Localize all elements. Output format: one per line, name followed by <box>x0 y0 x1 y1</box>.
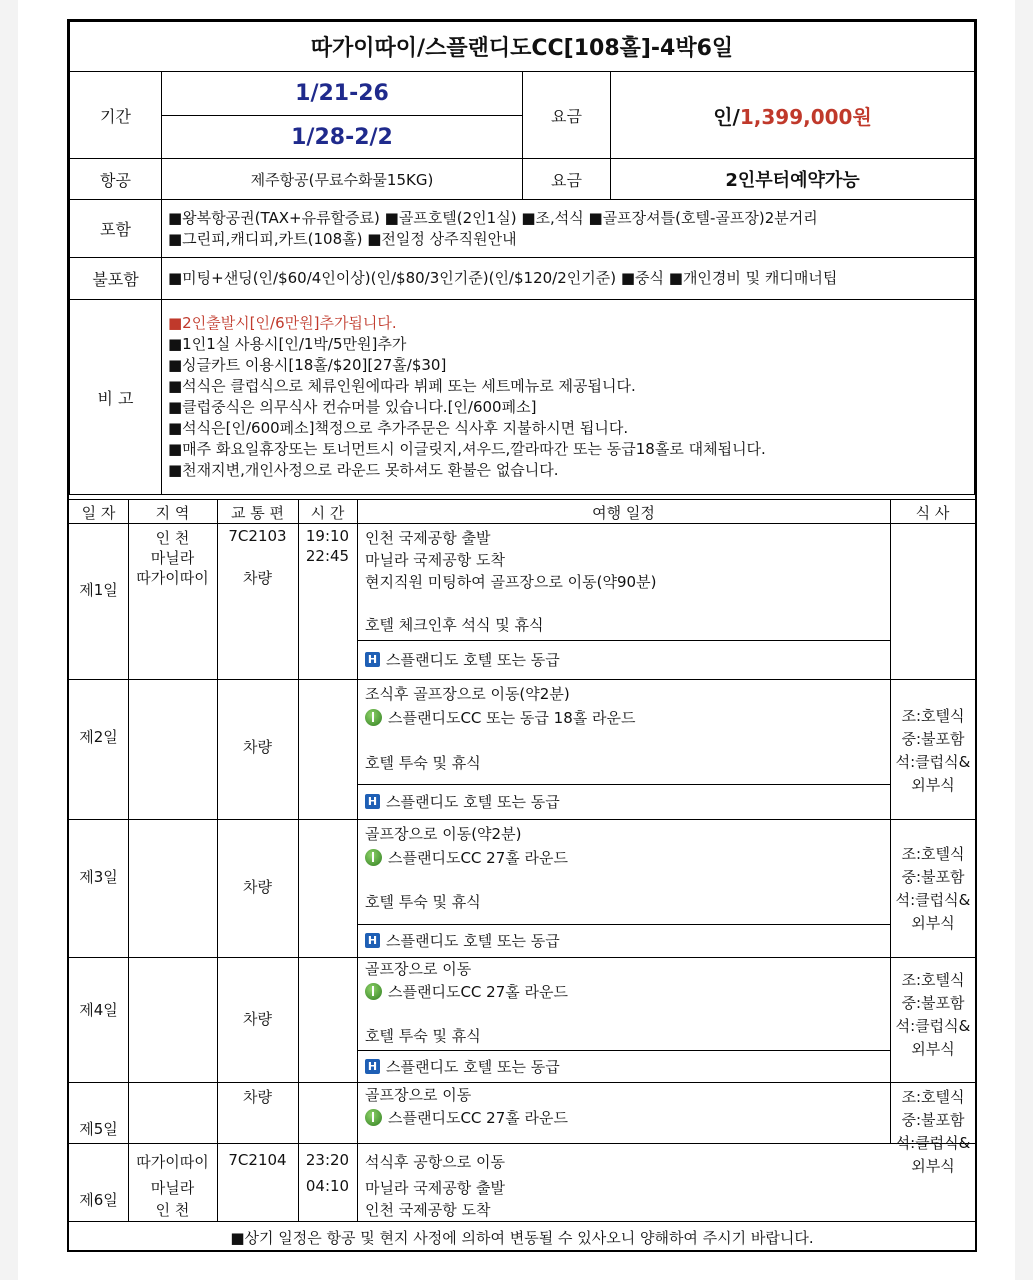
golf-text: 스플랜디도CC 또는 동급 18홀 라운드 <box>388 709 636 727</box>
meal-line-2: 중:불포함 <box>901 730 965 748</box>
golf-icon <box>365 709 382 726</box>
day-5-golf <box>365 1107 568 1128</box>
day-1-schedule-4: 호텔 체크인후 석식 및 휴식 <box>365 616 544 634</box>
meal-line-2: 중:불포함 <box>901 868 965 886</box>
meal-line-4: 외부식 <box>911 776 955 794</box>
day-1-region-1: 인 천 <box>155 529 190 547</box>
footer-note: ■상기 일정은 항공 및 현지 사정에 의하여 변동될 수 있사오니 양해하여 주시기 바랍니다. <box>230 1229 814 1247</box>
booking-note: 2인부터예약가능 <box>610 158 975 200</box>
hotel-text: 스플랜디도 호텔 또는 동급 <box>386 793 560 811</box>
hotel-text: 스플랜디도 호텔 또는 동급 <box>386 1058 560 1076</box>
day-2-label: 제2일 <box>79 728 118 746</box>
day-3-transport: 차량 <box>243 878 272 896</box>
meal-line-4: 외부식 <box>911 1157 955 1175</box>
day-5-time: 23:20 <box>305 1151 350 1169</box>
period-label: 기간 <box>69 71 162 159</box>
header-transport: 교 통 편 <box>230 504 284 522</box>
meal-line-4: 외부식 <box>911 1040 955 1058</box>
day-1-time-1: 19:10 <box>305 527 350 545</box>
meal-line-4: 외부식 <box>911 914 955 932</box>
day-4-transport: 차량 <box>243 1010 272 1028</box>
include-value <box>161 199 975 258</box>
schedule-table <box>69 499 975 1250</box>
meal-line-3: 석:클럽식& <box>895 753 971 771</box>
day-5-meal <box>890 1086 976 1178</box>
remarks-list <box>161 299 975 495</box>
day-1-schedule-3: 현지직원 미팅하여 골프장으로 이동(약90분) <box>365 573 657 591</box>
day-5-schedule-2: 석식후 공항으로 이동 <box>365 1153 505 1171</box>
meal-line-2: 중:불포함 <box>901 994 965 1012</box>
remark-item: ■1인1실 사용시[인/1박/5만원]추가 <box>168 335 407 353</box>
header-region: 지 역 <box>155 504 190 522</box>
day-1-schedule-2: 마닐라 국제공항 도착 <box>365 551 505 569</box>
hotel-icon: H <box>365 933 380 948</box>
document-sheet <box>18 0 1015 1280</box>
air-value: 제주항공(무료수화물15KG) <box>161 158 523 200</box>
day-4-hotel <box>365 1056 560 1077</box>
day-6-label: 제6일 <box>79 1191 118 1209</box>
hotel-icon: H <box>365 794 380 809</box>
air-label: 항공 <box>69 158 162 200</box>
golf-text: 스플랜디도CC 27홀 라운드 <box>388 1109 568 1127</box>
day-4-schedule-1: 골프장으로 이동 <box>365 960 472 978</box>
golf-icon <box>365 983 382 1000</box>
fee-label-1: 요금 <box>522 71 611 159</box>
day-2-hotel <box>365 791 560 812</box>
day-4-label: 제4일 <box>79 1001 118 1019</box>
header-date: 일 자 <box>81 504 116 522</box>
day-1-region-3: 따가이따이 <box>136 569 209 587</box>
day-2-transport: 차량 <box>243 738 272 756</box>
remark-item: ■천재지변,개인사정으로 라운드 못하셔도 환불은 없습니다. <box>168 461 559 479</box>
day-4-meal <box>890 969 976 1061</box>
golf-icon <box>365 849 382 866</box>
day-6-region-1: 마닐라 <box>150 1179 195 1197</box>
day-5-schedule-1: 골프장으로 이동 <box>365 1086 472 1104</box>
remark-item: ■석식은 클럽식으로 체류인원에따라 뷔페 또는 세트메뉴로 제공됩니다. <box>168 377 636 395</box>
header-itinerary: 여행 일정 <box>592 504 655 522</box>
meal-line-1: 조:호텔식 <box>901 1088 965 1106</box>
day-2-golf <box>365 707 635 728</box>
day-4-golf <box>365 981 568 1002</box>
day-1-hotel <box>365 649 560 670</box>
header-time: 시 간 <box>310 504 345 522</box>
hotel-text: 스플랜디도 호텔 또는 동급 <box>386 651 560 669</box>
day-6-time: 04:10 <box>305 1177 350 1195</box>
remark-item: ■클럽중식은 의무식사 컨슈머블 있습니다.[인/600페소] <box>168 398 537 416</box>
day-3-label: 제3일 <box>79 868 118 886</box>
day-1-time-2: 22:45 <box>305 547 350 565</box>
golf-text: 스플랜디도CC 27홀 라운드 <box>388 849 568 867</box>
day-1-flight: 7C2103 <box>228 527 287 545</box>
day-2-schedule-1: 조식후 골프장으로 이동(약2분) <box>365 685 570 703</box>
price-value: 1,399,000원 <box>739 104 872 129</box>
day-2-schedule-2: 호텔 투숙 및 휴식 <box>365 754 481 772</box>
include-label: 포함 <box>69 199 162 258</box>
period-value-1: 1/21-26 <box>161 71 523 116</box>
meal-line-3: 석:클럽식& <box>895 1134 971 1152</box>
meal-line-1: 조:호텔식 <box>901 845 965 863</box>
period-value-2: 1/28-2/2 <box>161 115 523 159</box>
include-line-2: ■그린피,캐디피,카트(108홀) ■전일정 상주직원안내 <box>168 229 517 248</box>
remark-item: ■매주 화요일휴장또는 토너먼트시 이글릿지,셔우드,깔라따간 또는 동급18홀로 대체됩니다. <box>168 440 766 458</box>
exclude-text: ■미팅+샌딩(인/$60/4인이상)(인/$80/3인기준)(인/$120/2인기준) ■중식 ■개인경비 및 캐디매너팁 <box>168 269 838 287</box>
hotel-icon: H <box>365 652 380 667</box>
day-3-hotel <box>365 930 560 951</box>
page-title: 따가이따이/스플랜디도CC[108홀]-4박6일 <box>69 21 975 72</box>
golf-text: 스플랜디도CC 27홀 라운드 <box>388 983 568 1001</box>
meal-line-3: 석:클럽식& <box>895 891 971 909</box>
price <box>610 71 975 159</box>
meal-line-2: 중:불포함 <box>901 1111 965 1129</box>
day-3-golf <box>365 847 568 868</box>
remarks-label: 비 고 <box>69 299 162 495</box>
header-meal: 식 사 <box>915 504 950 522</box>
exclude-value <box>161 257 975 300</box>
day-5-region: 따가이따이 <box>136 1153 209 1171</box>
day-1-schedule-1: 인천 국제공항 출발 <box>365 529 491 547</box>
day-5-flight: 7C2104 <box>228 1151 287 1169</box>
include-line-1: ■왕복항공권(TAX+유류할증료) ■골프호텔(2인1실) ■조,석식 ■골프장셔틀(호텔-골프장)2분거리 <box>168 208 818 227</box>
day-6-schedule-2: 인천 국제공항 도착 <box>365 1201 491 1219</box>
remark-item: ■석식은[인/600페소]책정으로 추가주문은 식사후 지불하시면 됩니다. <box>168 419 629 437</box>
day-1-label: 제1일 <box>79 581 118 599</box>
remark-item: ■싱글카트 이용시[18홀/$20][27홀/$30] <box>168 356 447 374</box>
day-5-transport: 차량 <box>243 1088 272 1106</box>
day-5-label: 제5일 <box>79 1120 118 1138</box>
day-3-schedule-1: 골프장으로 이동(약2분) <box>365 825 522 843</box>
hotel-icon: H <box>365 1059 380 1074</box>
day-3-schedule-2: 호텔 투숙 및 휴식 <box>365 893 481 911</box>
meal-line-1: 조:호텔식 <box>901 707 965 725</box>
day-2-meal <box>890 705 976 797</box>
golf-icon <box>365 1109 382 1126</box>
price-prefix: 인/ <box>713 104 740 129</box>
remark-item: ■2인출발시[인/6만원]추가됩니다. <box>168 314 397 332</box>
day-6-schedule-1: 마닐라 국제공항 출발 <box>365 1179 505 1197</box>
exclude-label: 불포함 <box>69 257 162 300</box>
hotel-text: 스플랜디도 호텔 또는 동급 <box>386 932 560 950</box>
day-1-region-2: 마닐라 <box>150 549 195 567</box>
day-4-schedule-2: 호텔 투숙 및 휴식 <box>365 1027 481 1045</box>
day-1-transport: 차량 <box>243 569 272 587</box>
meal-line-3: 석:클럽식& <box>895 1017 971 1035</box>
day-6-region-2: 인 천 <box>155 1201 190 1219</box>
itinerary-table <box>67 19 977 1252</box>
day-3-meal <box>890 843 976 935</box>
meal-line-1: 조:호텔식 <box>901 971 965 989</box>
fee-label-2: 요금 <box>522 158 611 200</box>
